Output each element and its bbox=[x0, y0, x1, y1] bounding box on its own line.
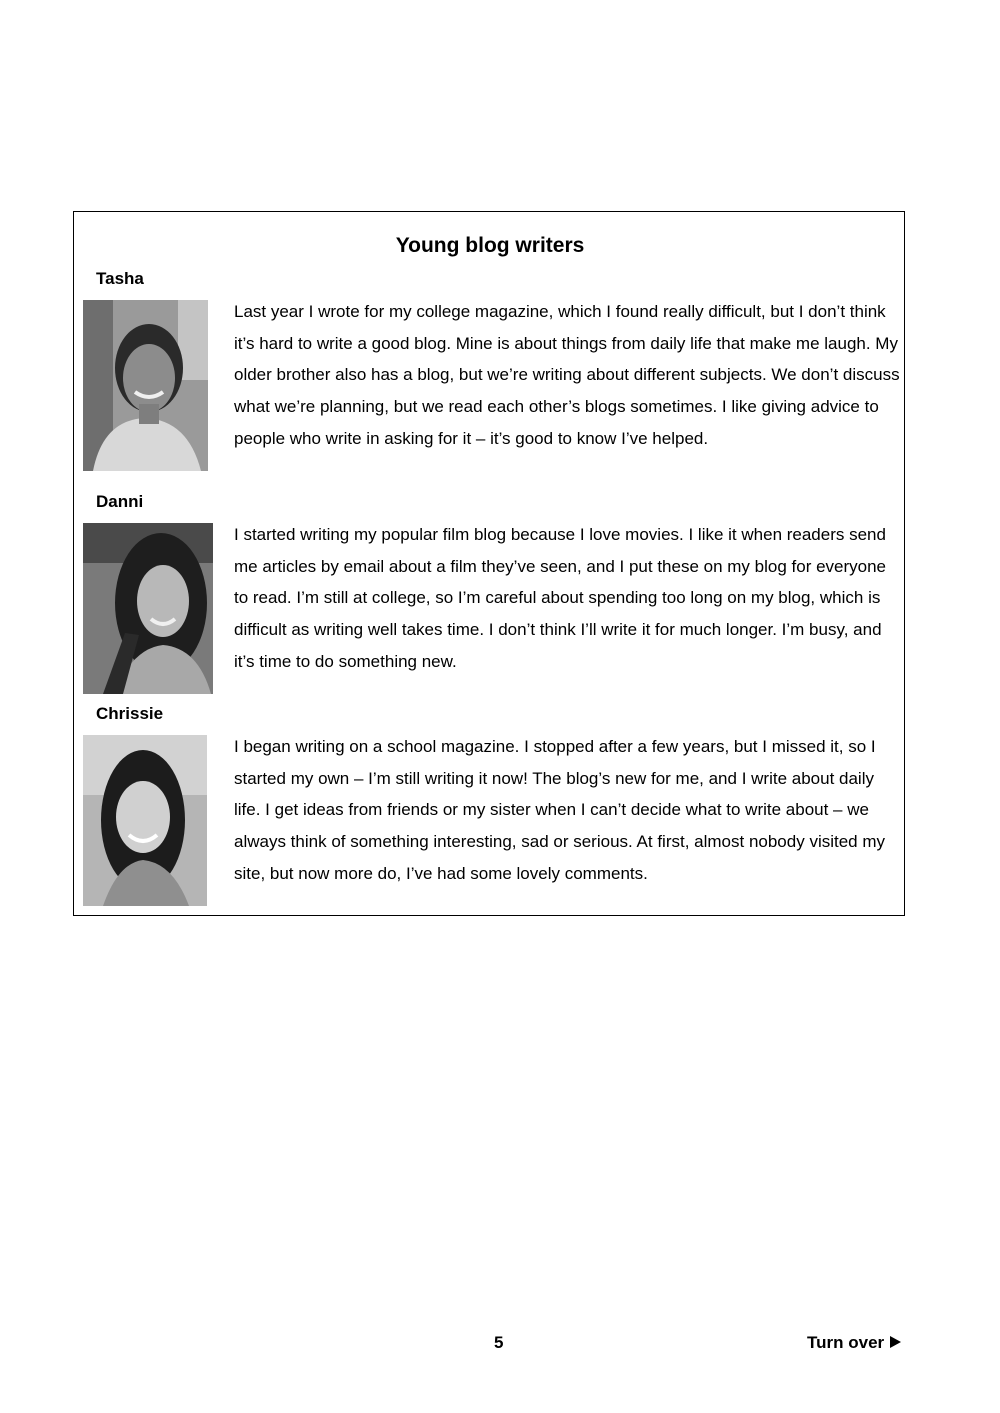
chrissie-paragraph: I began writing on a school magazine. I stopped after a few years, but I missed it, so I started my own – I’m still writing it now! The blog’s new for me, and I write about daily life. I get ideas from friends or my sister when I can’t decide what to write about – we always think of something interesting, sad or serious. At first, almost nobody visited my site, but now more do, I’ve had some lovely comments. bbox=[234, 737, 886, 883]
writer-name-chrissie: Chrissie bbox=[96, 704, 164, 723]
article-title: Young blog writers bbox=[395, 234, 585, 257]
writer-name-tasha: Tasha bbox=[96, 269, 144, 288]
chrissie-photo bbox=[83, 735, 207, 906]
writer-name-danni: Danni bbox=[96, 492, 144, 511]
page-number: 5 bbox=[494, 1333, 504, 1352]
danni-paragraph: I started writing my popular film blog because I love movies. I like it when readers send me articles by email about a film they’ve seen, and I put these on my blog for everyone to read. I’m still at college, so I’m careful about spending too long on my blog, which is difficult as writing well takes time. I don’t think I’ll write it for much longer. I’m busy, and it’s time to do something new. bbox=[234, 525, 887, 671]
turn-over-text: Turn over bbox=[807, 1333, 885, 1352]
reading-text-panel bbox=[73, 211, 905, 916]
tasha-photo bbox=[83, 300, 208, 471]
right-arrow-icon bbox=[890, 1336, 901, 1348]
tasha-paragraph: Last year I wrote for my college magazine, which I found really difficult, but I don’t think it’s hard to write a good blog. Mine is about things from daily life that make me laugh. My older brother also has a blog, but we’re writing about different subjects. We don’t discuss what we’re planning, but we read each other’s blogs sometimes. I like giving advice to people who write in asking for it – it’s good to know I’ve helped. bbox=[234, 302, 900, 448]
turn-over-label bbox=[807, 1333, 901, 1353]
danni-photo bbox=[83, 523, 213, 694]
